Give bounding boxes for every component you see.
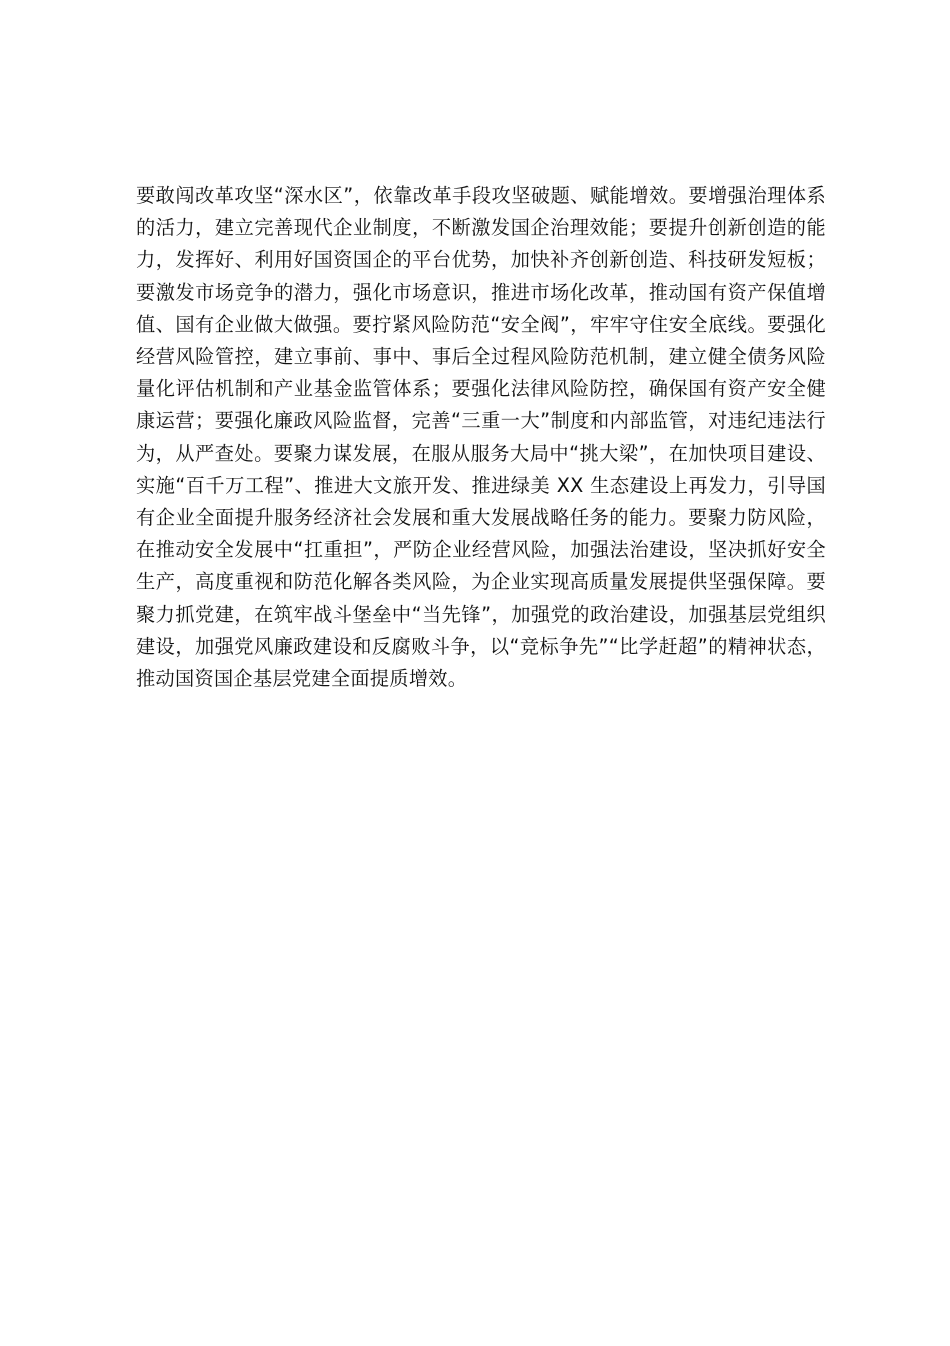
body-paragraph: 要敢闯改革攻坚“深水区”，依靠改革手段攻坚破题、赋能增效。要增强治理体系的活力，建立完善现代企业制度，不断激发国企治理效能；要提升创新创造的能力，发挥好、利用好国资国企的平台优势，加快补齐创新创造、科技研发短板；要激发市场竞争的潜力，强化市场意识，推进市场化改革，推动国有资产保值增值、国有企业做大做强。要拧紧风险防范“安全阀”，牢牢守住安全底线。要强化经营风险管控，建立事前、事中、事后全过程风险防范机制，建立健全债务风险量化评估机制和产业基金监管体系；要强化法律风险防控，确保国有资产安全健康运营；要强化廉政风险监督，完善“三重一大”制度和内部监管，对违纪违法行为，从严查处。要聚力谋发展，在服从服务大局中“挑大梁”，在加快项目建设、实施“百千万工程”、推进大文旅开发、推进绿美 XX 生态建设上再发力，引导国有企业全面提升服务经济社会发展和重大发展战略任务的能力。要聚力防风险，在推动安全发展中“扛重担”，严防企业经营风险，加强法治建设，坚决抓好安全生产，高度重视和防范化解各类风险，为企业实现高质量发展提供坚强保障。要聚力抓党建，在筑牢战斗堡垒中“当先锋”，加强党的政治建设，加强基层党组织建设，加强党风廉政建设和反腐败斗争，以“竞标争先”“比学赶超”的精神状态，推动国资国企基层党建全面提质增效。 <box>136 184 826 691</box>
